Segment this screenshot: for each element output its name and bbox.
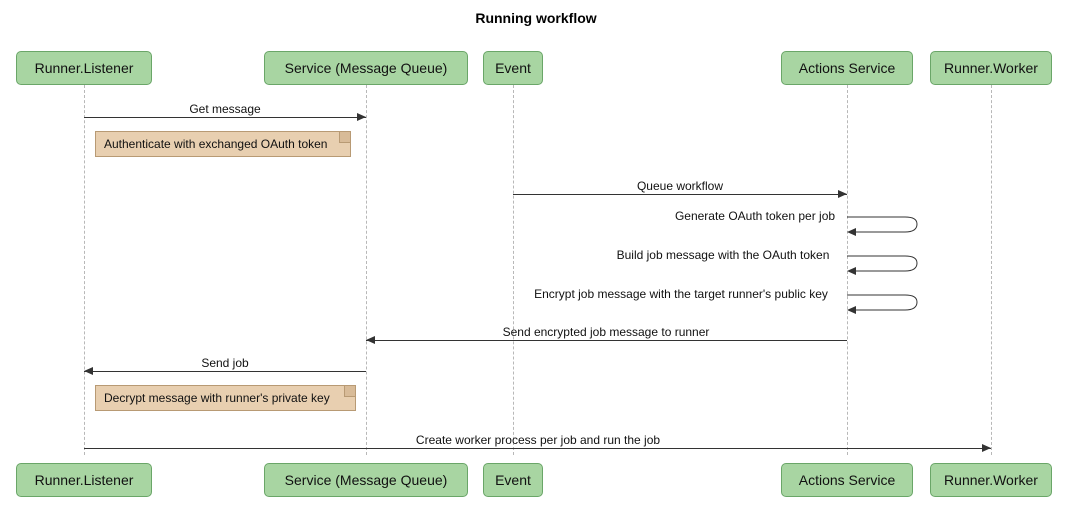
actor-top-service-message-queue[interactable]: Service (Message Queue) (264, 51, 468, 85)
arrowhead-queue-workflow (838, 190, 847, 198)
note-text: Authenticate with exchanged OAuth token (104, 137, 328, 151)
actor-bottom-service-message-queue[interactable]: Service (Message Queue) (264, 463, 468, 497)
message-label-send-job: Send job (201, 356, 249, 370)
actor-top-runner-listener[interactable]: Runner.Listener (16, 51, 152, 85)
note-fold-corner (344, 386, 355, 397)
self-message-encrypt-job-message (847, 290, 921, 316)
message-label-encrypt-job-message: Encrypt job message with the target runner's public key (534, 287, 828, 301)
lifeline-service-message-queue (366, 85, 367, 455)
lifeline-runner-listener (84, 85, 85, 455)
note-fold-corner (339, 132, 350, 143)
message-label-create-worker-process: Create worker process per job and run the job (415, 433, 661, 447)
arrowhead-create-worker-process (982, 444, 991, 452)
actor-top-event[interactable]: Event (483, 51, 543, 85)
self-message-build-job-message (847, 251, 921, 277)
arrowhead-send-job (84, 367, 93, 375)
self-message-generate-oauth-token (847, 212, 921, 238)
note-authenticate-oauth (95, 131, 351, 157)
actor-bottom-runner-listener[interactable]: Runner.Listener (16, 463, 152, 497)
message-line-get-message (84, 117, 366, 118)
arrowhead-send-encrypted-job-message (366, 336, 375, 344)
actor-bottom-runner-worker[interactable]: Runner.Worker (930, 463, 1052, 497)
message-line-send-job (84, 371, 366, 372)
message-label-generate-oauth-token: Generate OAuth token per job (674, 209, 836, 223)
message-label-send-encrypted-job-message: Send encrypted job message to runner (502, 325, 710, 339)
message-label-queue-workflow: Queue workflow (636, 179, 724, 193)
note-text: Decrypt message with runner's private key (104, 391, 330, 405)
page-title: Running workflow (475, 10, 597, 26)
arrowhead-get-message (357, 113, 366, 121)
message-label-build-job-message: Build job message with the OAuth token (616, 248, 830, 262)
note-decrypt-message (95, 385, 356, 411)
actor-top-actions-service[interactable]: Actions Service (781, 51, 913, 85)
message-line-send-encrypted-job-message (366, 340, 847, 341)
actor-bottom-actions-service[interactable]: Actions Service (781, 463, 913, 497)
actor-top-runner-worker[interactable]: Runner.Worker (930, 51, 1052, 85)
actor-bottom-event[interactable]: Event (483, 463, 543, 497)
message-line-create-worker-process (84, 448, 991, 449)
lifeline-runner-worker (991, 85, 992, 455)
lifeline-event (513, 85, 514, 455)
message-line-queue-workflow (513, 194, 847, 195)
message-label-get-message: Get message (189, 102, 261, 116)
